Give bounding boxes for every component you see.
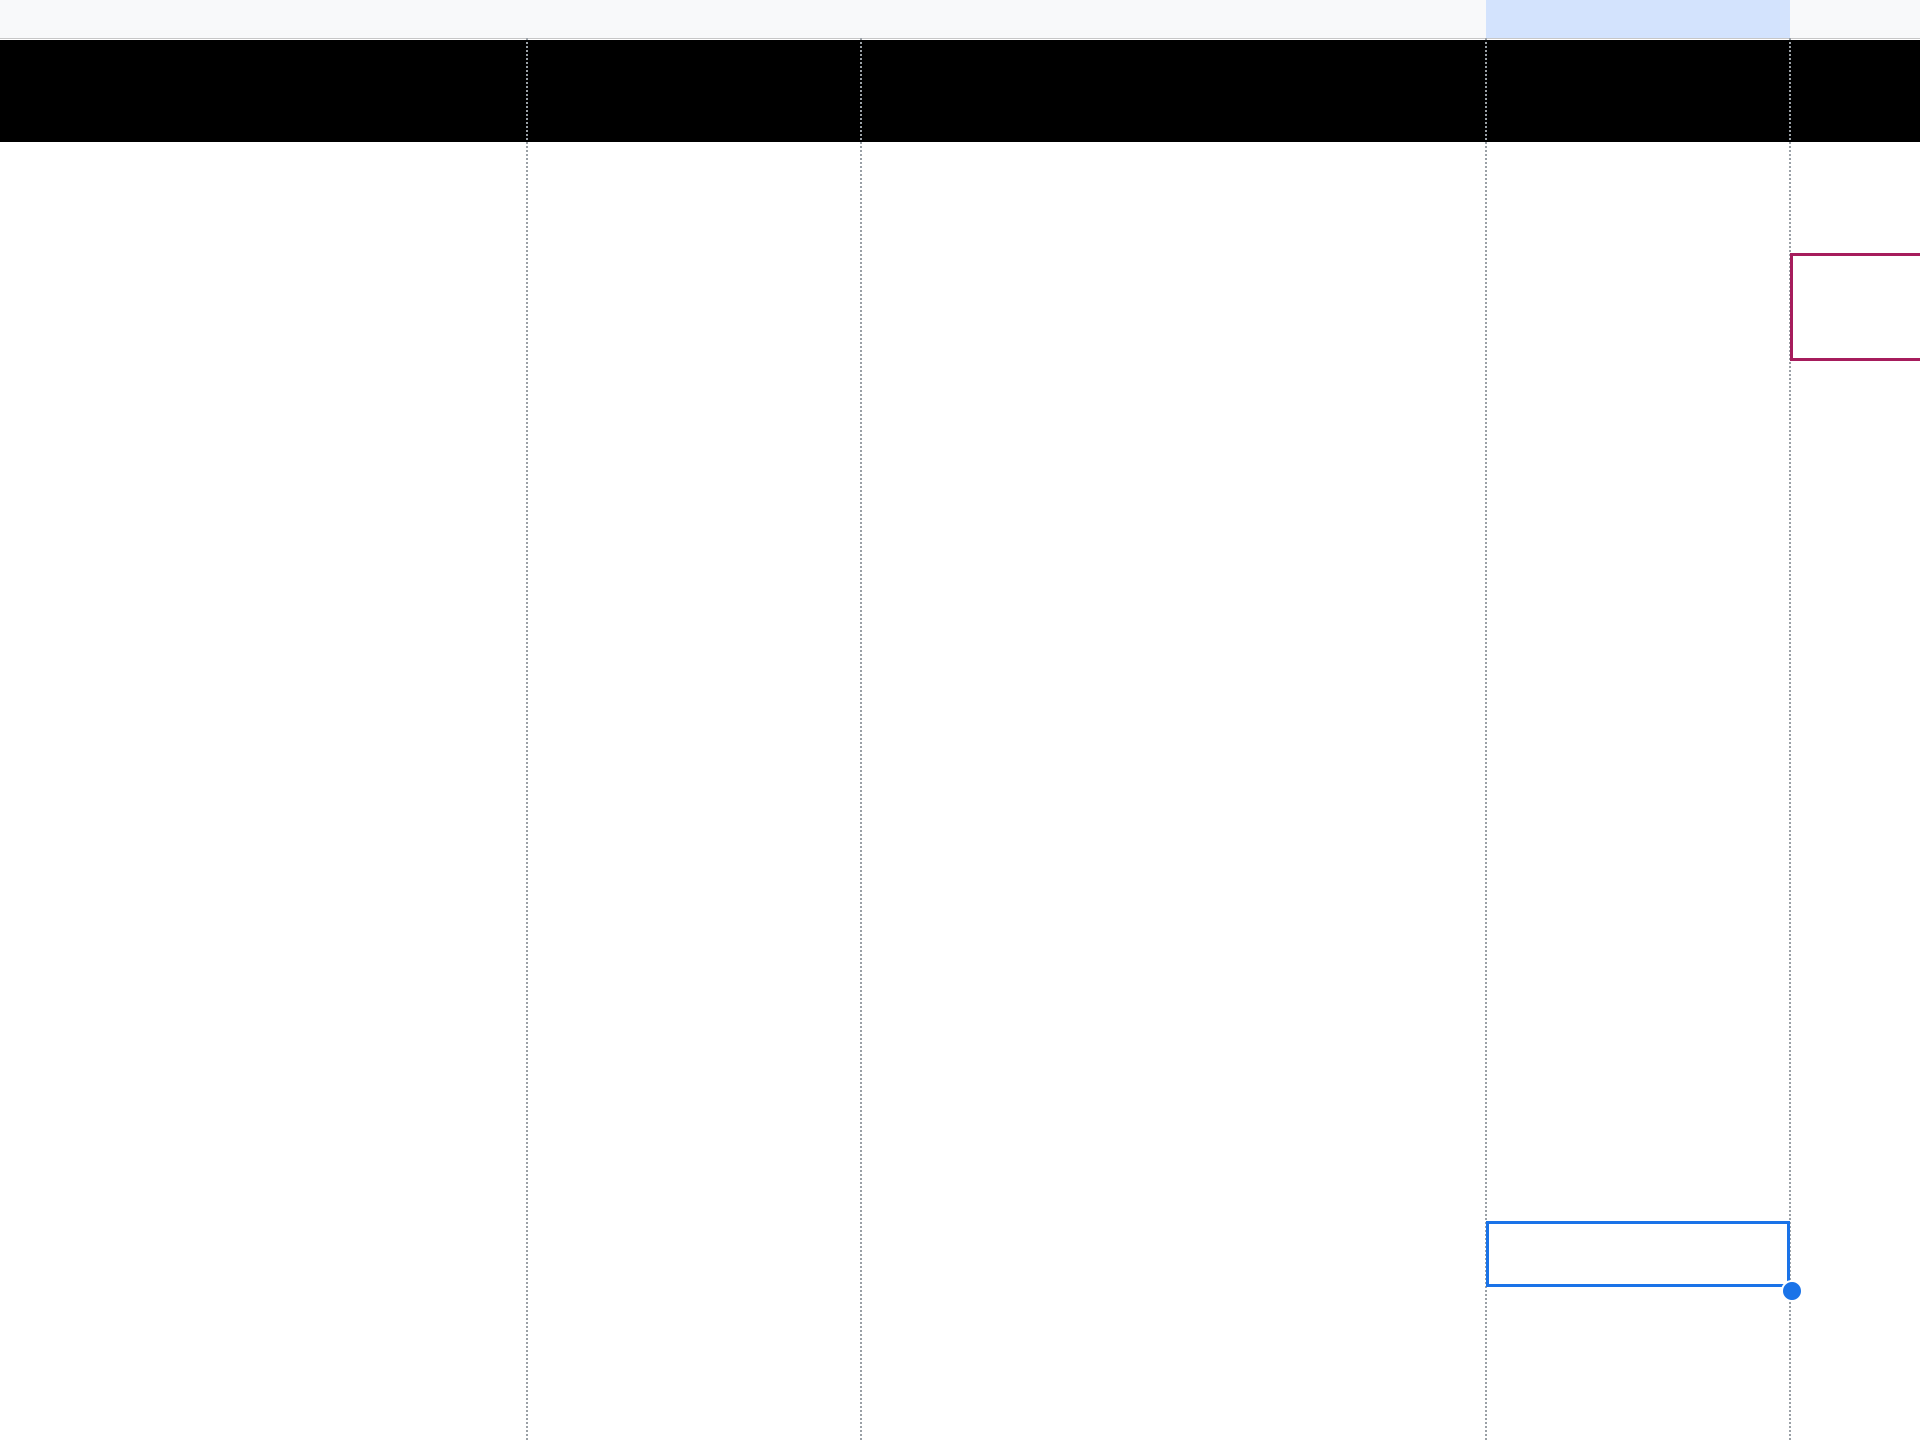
header-cell-notification[interactable] <box>1486 40 1790 142</box>
column-header-g[interactable] <box>1486 0 1790 39</box>
column-divider <box>526 38 528 1440</box>
column-header-e[interactable] <box>527 0 861 39</box>
cell-selection-secondary <box>1790 253 1920 361</box>
fill-handle[interactable] <box>1781 1280 1803 1302</box>
column-header-f[interactable] <box>861 0 1486 39</box>
header-cell-unit[interactable] <box>527 40 861 142</box>
header-cell-medical[interactable] <box>1790 40 1920 142</box>
column-header-d[interactable] <box>0 0 527 39</box>
column-divider <box>860 38 862 1440</box>
header-cell-name[interactable] <box>0 40 527 142</box>
active-cell-selection[interactable] <box>1486 1221 1790 1287</box>
header-cell-location[interactable] <box>861 40 1486 142</box>
column-header-h[interactable] <box>1790 0 1920 39</box>
